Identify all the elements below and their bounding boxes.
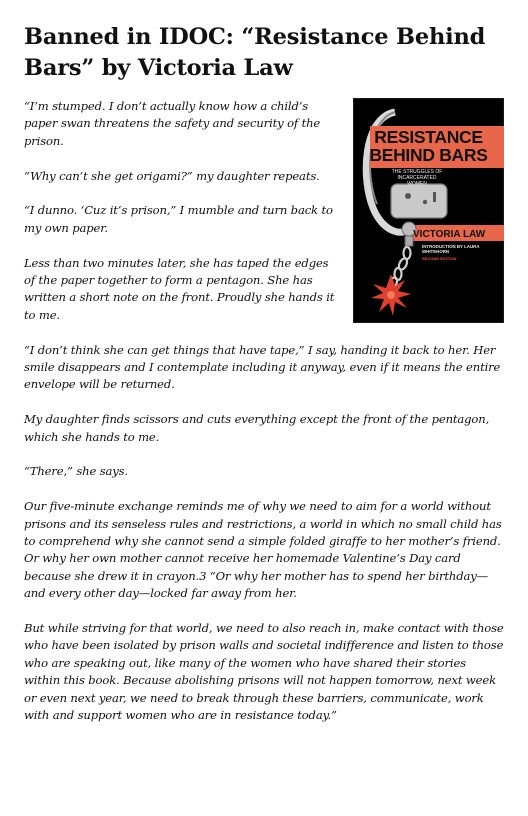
cover-title: RESISTANCE BEHIND BARS (369, 127, 488, 165)
paragraph: “I’m stumped. I don’t actually know how a child’s paper swan threatens the safety and security of the prison. (24, 99, 321, 148)
article (24, 22, 504, 742)
cover-subtitle: THE STRUGGLES OF INCARCERATED WOMEN (391, 169, 443, 187)
paragraph: “I don’t think she can get things that have tape,” I say, handing it back to her. Her smile disappears and I contemplate including it anyway, even if it means the entire envelope will be returned. (24, 342, 501, 392)
paragraph: My daughter finds scissors and cuts everything except the front of the pentagon, which she hands to me. (24, 412, 490, 444)
paragraph: But while striving for that world, we need to also reach in, make contact with those who have been isolated by prison walls and societal indifference and listen to those who are speaking out, like many of the women who have shared their stories within this book. Because abolishing prisons will not happen tomorrow, next week or even next year, we need to break through these barriers, communicate, work with and support women who are in resistance today.” (24, 621, 504, 723)
paragraph: Less than two minutes later, she has taped the edges of the paper together to form a pentagon. She has written a short note on the front. Proudly she hands it to me. (24, 255, 335, 322)
article-title: Banned in IDOC: “Resistance Behind Bars” by Victoria Law (24, 24, 486, 81)
paragraph: “There,” she says. (24, 464, 128, 479)
paragraph: Our five-minute exchange reminds me of why we need to aim for a world without prisons and its senseless rules and restrictions, a world in which no small child has to comprehend why she cannot send a simple folded giraffe to her mother’s friend. Or why her own mother cannot receive her homemade Valentine’s Day card because she drew it in crayon.3 “Or why her mother has to spend her birthday—and every other day—locked far away from her. (24, 499, 502, 601)
book-cover-image (353, 98, 504, 323)
paragraph: “I dunno. ‘Cuz it’s prison,” I mumble and turn back to my own paper. (24, 203, 333, 235)
paragraph: “Why can’t she get origami?” my daughter repeats. (24, 168, 320, 183)
cover-author: VICTORIA LAW (413, 229, 486, 240)
cover-intro: INTRODUCTION BY LAURA WHITEHORN (422, 244, 480, 254)
cover-edition: SECOND EDITION (422, 256, 457, 261)
